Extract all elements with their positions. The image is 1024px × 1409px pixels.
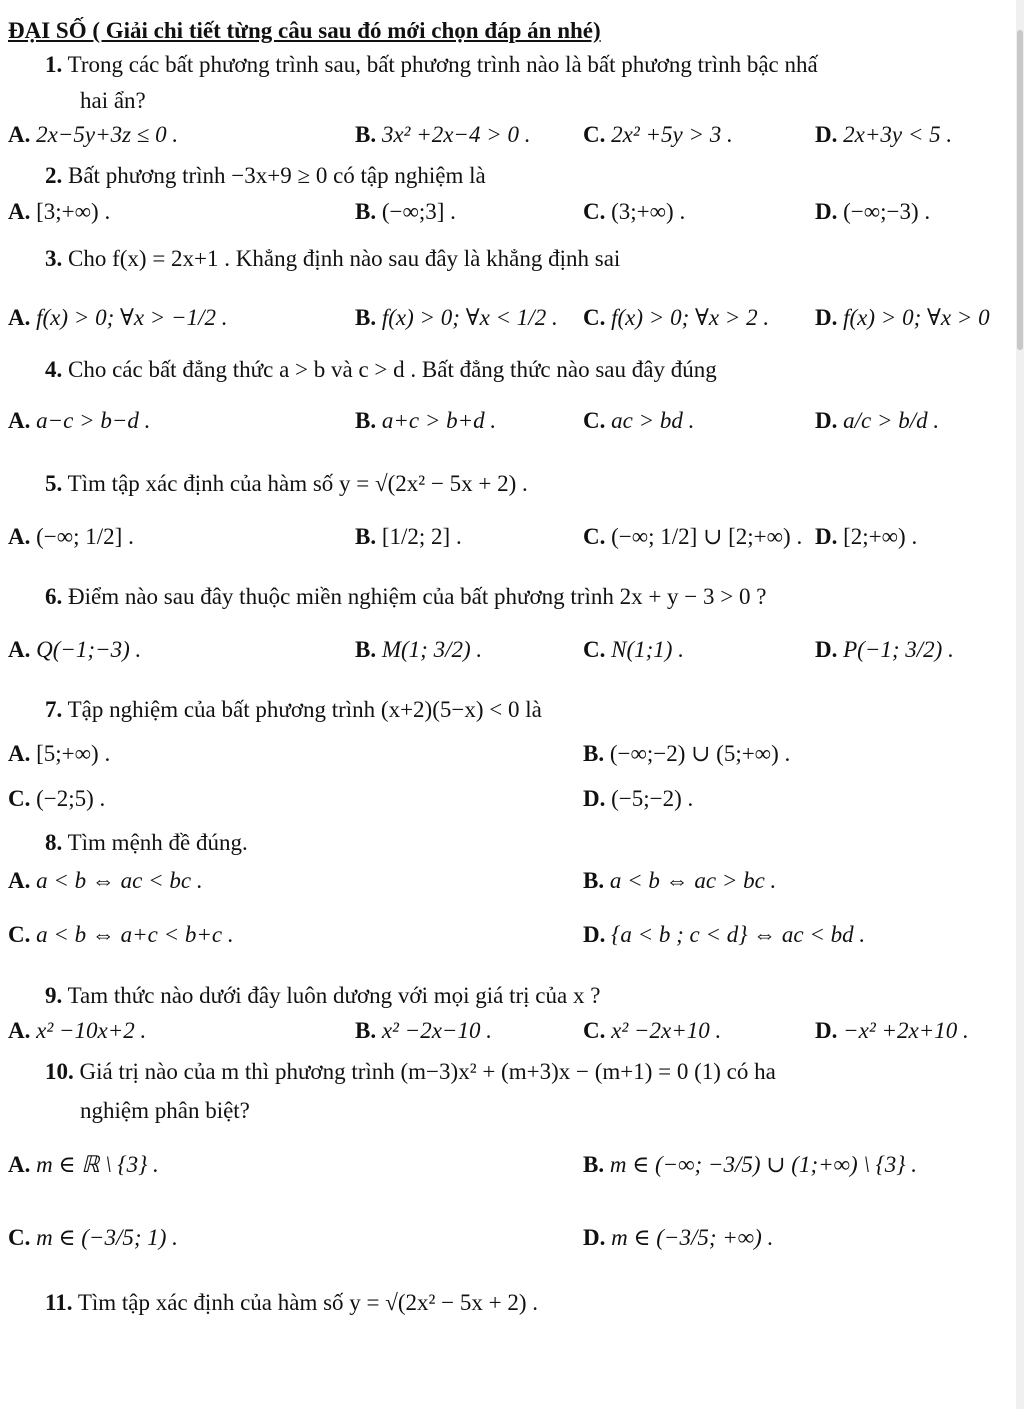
option-d: D. {a < b ; c < d} ⇔ ac < bd .: [583, 922, 866, 947]
question-text: Tam thức nào dưới đây luôn dương với mọi giá trị của x ?: [67, 983, 601, 1008]
question-text: Cho các bất đẳng thức a > b và c > d . Bất đẳng thức nào sau đây đúng: [68, 357, 717, 382]
option-d: D. (−5;−2) .: [583, 786, 694, 811]
question-number: 2.: [45, 163, 63, 188]
option-a: A. (−∞; 1/2] .: [8, 524, 134, 549]
question-number: 7.: [45, 697, 63, 722]
question-number: 4.: [45, 357, 63, 382]
option-d: D. (−∞;−3) .: [815, 199, 931, 224]
question-9: [45, 983, 1016, 1009]
option-b: B. 3x² +2x−4 > 0 .: [355, 122, 531, 147]
question-number: 6.: [45, 584, 63, 609]
option-d: D. a/c > b/d .: [815, 408, 940, 433]
option-a: A. [5;+∞) .: [8, 741, 111, 766]
option-b: B. (−∞;−2) ∪ (5;+∞) .: [583, 741, 791, 766]
question-number: 10.: [45, 1059, 74, 1084]
option-a: A. 2x−5y+3z ≤ 0 .: [8, 122, 179, 147]
question-text: Tìm tập xác định của hàm số y = √(2x² − 5x + 2) .: [77, 1290, 539, 1315]
question-5: [45, 471, 1016, 497]
question-text: Bất phương trình −3x+9 ≥ 0 có tập nghiệm là: [68, 163, 486, 188]
option-d: D. [2;+∞) .: [815, 524, 918, 549]
option-b: B. M(1; 3/2) .: [355, 637, 483, 662]
option-c: C. N(1;1) .: [583, 637, 684, 662]
vertical-scrollbar[interactable]: [1016, 0, 1024, 1409]
option-b: B. m ∈ (−∞; −3/5) ∪ (1;+∞) \ {3} .: [583, 1152, 917, 1177]
option-a: A. a−c > b−d .: [8, 408, 151, 433]
question-text: Tìm mệnh đề đúng.: [67, 830, 248, 855]
option-a: A. m ∈ ℝ \ {3} .: [8, 1152, 159, 1177]
option-a: A. x² −10x+2 .: [8, 1018, 147, 1043]
question-text: Cho f(x) = 2x+1 . Khẳng định nào sau đây là khẳng định sai: [68, 246, 621, 271]
question-number: 5.: [45, 471, 63, 496]
option-a: A. f(x) > 0; ∀x > −1/2 .: [8, 305, 228, 330]
option-c: C. x² −2x+10 .: [583, 1018, 722, 1043]
option-b: B. (−∞;3] .: [355, 199, 456, 224]
question-number: 9.: [45, 983, 63, 1008]
option-d: D. m ∈ (−3/5; +∞) .: [583, 1225, 774, 1250]
option-c: C. (−∞; 1/2] ∪ [2;+∞) .: [583, 524, 803, 549]
option-c: C. (−2;5) .: [8, 786, 106, 811]
question-8: [45, 830, 1016, 856]
option-c: C. (3;+∞) .: [583, 199, 686, 224]
question-number: 8.: [45, 830, 63, 855]
option-c: C. ac > bd .: [583, 408, 695, 433]
question-7: [45, 697, 1016, 723]
option-c: C. a < b ⇔ a+c < b+c .: [8, 922, 234, 947]
question-number: 11.: [45, 1290, 73, 1315]
scrollbar-thumb[interactable]: [1017, 30, 1023, 350]
option-d: D. f(x) > 0; ∀x > 0: [815, 305, 990, 330]
question-text: Giá trị nào của m thì phương trình (m−3)x² + (m+3)x − (m+1) = 0 (1) có ha: [79, 1059, 776, 1084]
option-a: A. [3;+∞) .: [8, 199, 111, 224]
question-text-continued: hai ẩn?: [80, 88, 146, 113]
question-3: [45, 246, 1016, 272]
question-number: 3.: [45, 246, 63, 271]
page-header: ĐẠI SỐ ( Giải chi tiết từng câu sau đó mới chọn đáp án nhé): [8, 18, 601, 43]
option-d: D. −x² +2x+10 .: [815, 1018, 969, 1043]
question-text: Trong các bất phương trình sau, bất phương trình nào là bất phương trình bậc nhấ: [67, 52, 818, 77]
option-d: D. 2x+3y < 5 .: [815, 122, 953, 147]
option-b: B. a < b ⇔ ac > bc .: [583, 868, 777, 893]
question-6: [45, 584, 1016, 610]
question-2: [45, 163, 1016, 189]
question-10: [45, 1059, 1016, 1085]
question-text: Điểm nào sau đây thuộc miền nghiệm của bất phương trình 2x + y − 3 > 0 ?: [68, 584, 767, 609]
question-text-continued: nghiệm phân biệt?: [80, 1098, 250, 1123]
question-number: 1.: [45, 52, 63, 77]
option-b: B. x² −2x−10 .: [355, 1018, 492, 1043]
option-b: B. f(x) > 0; ∀x < 1/2 .: [355, 305, 558, 330]
question-11: [45, 1290, 1016, 1316]
question-text: Tập nghiệm của bất phương trình (x+2)(5−x) < 0 là: [67, 697, 542, 722]
option-a: A. a < b ⇔ ac < bc .: [8, 868, 203, 893]
option-c: C. 2x² +5y > 3 .: [583, 122, 733, 147]
option-c: C. m ∈ (−3/5; 1) .: [8, 1225, 178, 1250]
option-b: B. [1/2; 2] .: [355, 524, 462, 549]
option-c: C. f(x) > 0; ∀x > 2 .: [583, 305, 770, 330]
question-text: Tìm tập xác định của hàm số y = √(2x² − 5x + 2) .: [67, 471, 528, 496]
question-4: [45, 357, 1016, 383]
option-d: D. P(−1; 3/2) .: [815, 637, 954, 662]
question-1: [45, 52, 1016, 78]
option-a: A. Q(−1;−3) .: [8, 637, 142, 662]
option-b: B. a+c > b+d .: [355, 408, 497, 433]
